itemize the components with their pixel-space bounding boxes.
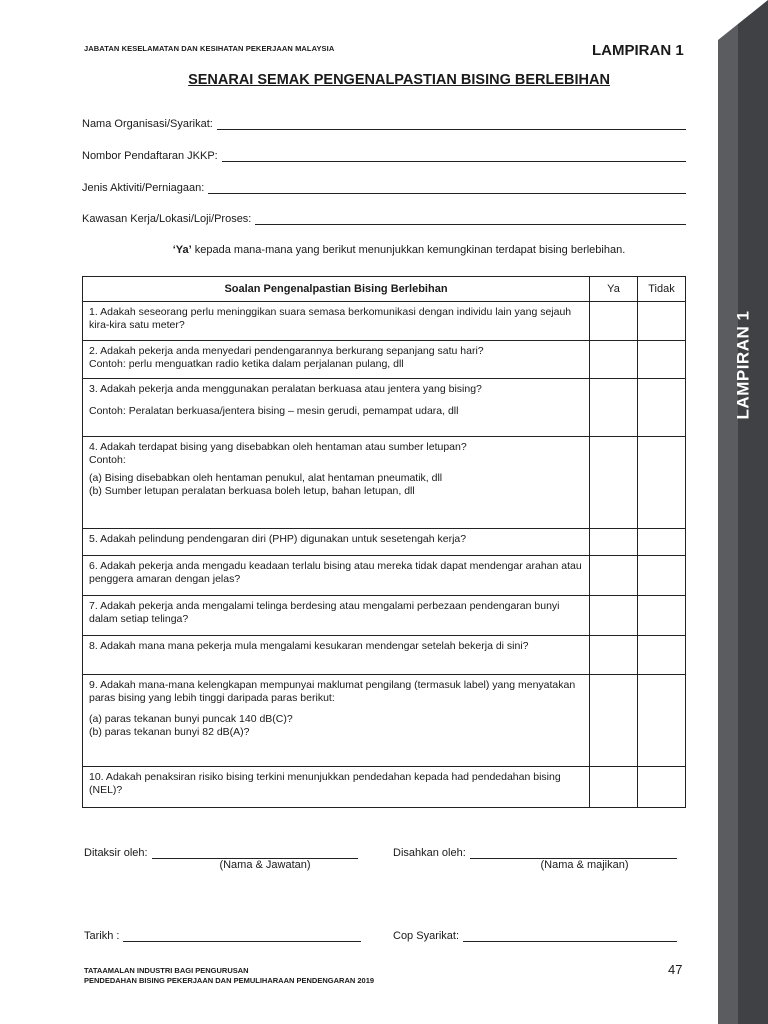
field-line[interactable] [208, 182, 686, 194]
assessed-by-row [84, 843, 358, 859]
agency-name: JABATAN KESELAMATAN DAN KESIHATAN PEKERJAAN MALAYSIA [84, 44, 335, 53]
field-label: Nama Organisasi/Syarikat: [82, 118, 213, 130]
question-cell: 3. Adakah pekerja anda menggunakan peralatan berkuasa atau jentera yang bising? Contoh: Peralatan berkuasa/jentera bising – mesin gerudi, pemampat udara, dll [83, 379, 590, 437]
table-row [83, 379, 686, 437]
question-cell: 5. Adakah pelindung pendengaran diri (PHP) digunakan untuk sesetengah kerja? [83, 529, 590, 556]
page-number: 47 [668, 962, 683, 977]
no-checkbox[interactable] [638, 596, 686, 636]
yes-checkbox[interactable] [590, 556, 638, 596]
table-row [83, 596, 686, 636]
stamp-line[interactable] [463, 931, 677, 942]
table-row [83, 302, 686, 341]
table-row [83, 767, 686, 808]
table-row [83, 636, 686, 675]
footer-line-2: PENDEDAHAN BISING PEKERJAAN DAN PEMULIHARAAN PENDENGARAN 2019 [84, 976, 375, 985]
no-checkbox[interactable] [638, 529, 686, 556]
question-cell: 6. Adakah pekerja anda mengadu keadaan terlalu bising atau mereka tidak dapat mendengar arahan atau penggera amaran dengan jelas? [83, 556, 590, 596]
side-tab-label: LAMPIRAN 1 [733, 310, 752, 420]
yes-checkbox[interactable] [590, 636, 638, 675]
no-checkbox[interactable] [638, 379, 686, 437]
field-line[interactable] [217, 118, 686, 130]
approved-by-caption: (Nama & majikan) [540, 859, 629, 871]
question-cell: 2. Adakah pekerja anda menyedari pendengarannya berkurang sepanjang satu hari? Contoh: perlu menguatkan radio ketika dalam perjalanan pulang, dll [83, 341, 590, 379]
instruction-text: kepada mana-mana yang berikut menunjukkan kemungkinan terdapat bising berlebihan. [191, 244, 626, 256]
field-label: Nombor Pendaftaran JKKP: [82, 150, 218, 162]
question-cell: 7. Adakah pekerja anda mengalami telinga berdesing atau mengalami perbezaan pendengaran bunyi dalam setiap telinga? [83, 596, 590, 636]
header-no: Tidak [638, 277, 686, 302]
yes-checkbox[interactable] [590, 302, 638, 341]
assessed-by-label: Ditaksir oleh: [84, 847, 148, 859]
question-cell: 10. Adakah penaksiran risiko bising terkini menunjukkan pendedahan kepada had pendedahan bising (NEL)? [83, 767, 590, 808]
no-checkbox[interactable] [638, 636, 686, 675]
no-checkbox[interactable] [638, 302, 686, 341]
header-question: Soalan Pengenalpastian Bising Berlebihan [83, 277, 590, 302]
footer-line-1: TATAAMALAN INDUSTRI BAGI PENGURUSAN [84, 966, 249, 975]
assessed-by-caption: (Nama & Jawatan) [219, 859, 311, 871]
field-work-area [82, 207, 686, 225]
approved-by-row [393, 843, 677, 859]
table-row [83, 556, 686, 596]
approved-by-line[interactable] [470, 848, 677, 859]
field-registration [82, 144, 686, 162]
no-checkbox[interactable] [638, 437, 686, 529]
side-tab-edge [738, 0, 768, 1024]
field-organisation [82, 112, 686, 130]
no-checkbox[interactable] [638, 675, 686, 767]
question-cell: 9. Adakah mana-mana kelengkapan mempunyai maklumat pengilang (termasuk label) yang menyatakan paras bising yang lebih tinggi daripada paras berikut: (a) paras tekanan bunyi puncak 140 dB(C)? (b) paras tekanan bunyi 82 dB(A)? [83, 675, 590, 767]
field-activity [82, 176, 686, 194]
yes-checkbox[interactable] [590, 379, 638, 437]
field-line[interactable] [255, 213, 686, 225]
yes-checkbox[interactable] [590, 529, 638, 556]
instruction [84, 244, 714, 256]
field-label: Kawasan Kerja/Lokasi/Loji/Proses: [82, 213, 252, 225]
question-cell: 1. Adakah seseorang perlu meninggikan suara semasa berkomunikasi dengan individu lain yang sejauh kira-kira satu meter? [83, 302, 590, 341]
header-yes: Ya [590, 277, 638, 302]
table-row [83, 437, 686, 529]
table-row [83, 529, 686, 556]
table-row [83, 341, 686, 379]
yes-checkbox[interactable] [590, 675, 638, 767]
appendix-label: LAMPIRAN 1 [592, 42, 684, 59]
checklist-table [82, 276, 686, 808]
no-checkbox[interactable] [638, 341, 686, 379]
no-checkbox[interactable] [638, 556, 686, 596]
no-checkbox[interactable] [638, 767, 686, 808]
yes-checkbox[interactable] [590, 767, 638, 808]
field-line[interactable] [222, 150, 686, 162]
yes-checkbox[interactable] [590, 437, 638, 529]
date-row [84, 926, 361, 942]
instruction-emphasis: ‘Ya’ [172, 244, 192, 256]
date-line[interactable] [123, 931, 361, 942]
stamp-row [393, 926, 677, 942]
stamp-label: Cop Syarikat: [393, 930, 460, 942]
table-row [83, 675, 686, 767]
question-cell: 8. Adakah mana mana pekerja mula mengalami kesukaran mendengar setelah bekerja di sini? [83, 636, 590, 675]
question-cell: 4. Adakah terdapat bising yang disebabkan oleh hentaman atau sumber letupan? Contoh: (a) Bising disebabkan oleh hentaman penukul, alat hentaman pneumatik, dll (b) Sumber letupan peralatan berkuasa boleh letup, bahan letupan, dll [83, 437, 590, 529]
approved-by-label: Disahkan oleh: [393, 847, 466, 859]
document-title: SENARAI SEMAK PENGENALPASTIAN BISING BERLEBIHAN [188, 72, 610, 88]
date-label: Tarikh : [84, 930, 120, 942]
assessed-by-line[interactable] [152, 848, 358, 859]
yes-checkbox[interactable] [590, 596, 638, 636]
field-label: Jenis Aktiviti/Perniagaan: [82, 182, 205, 194]
yes-checkbox[interactable] [590, 341, 638, 379]
